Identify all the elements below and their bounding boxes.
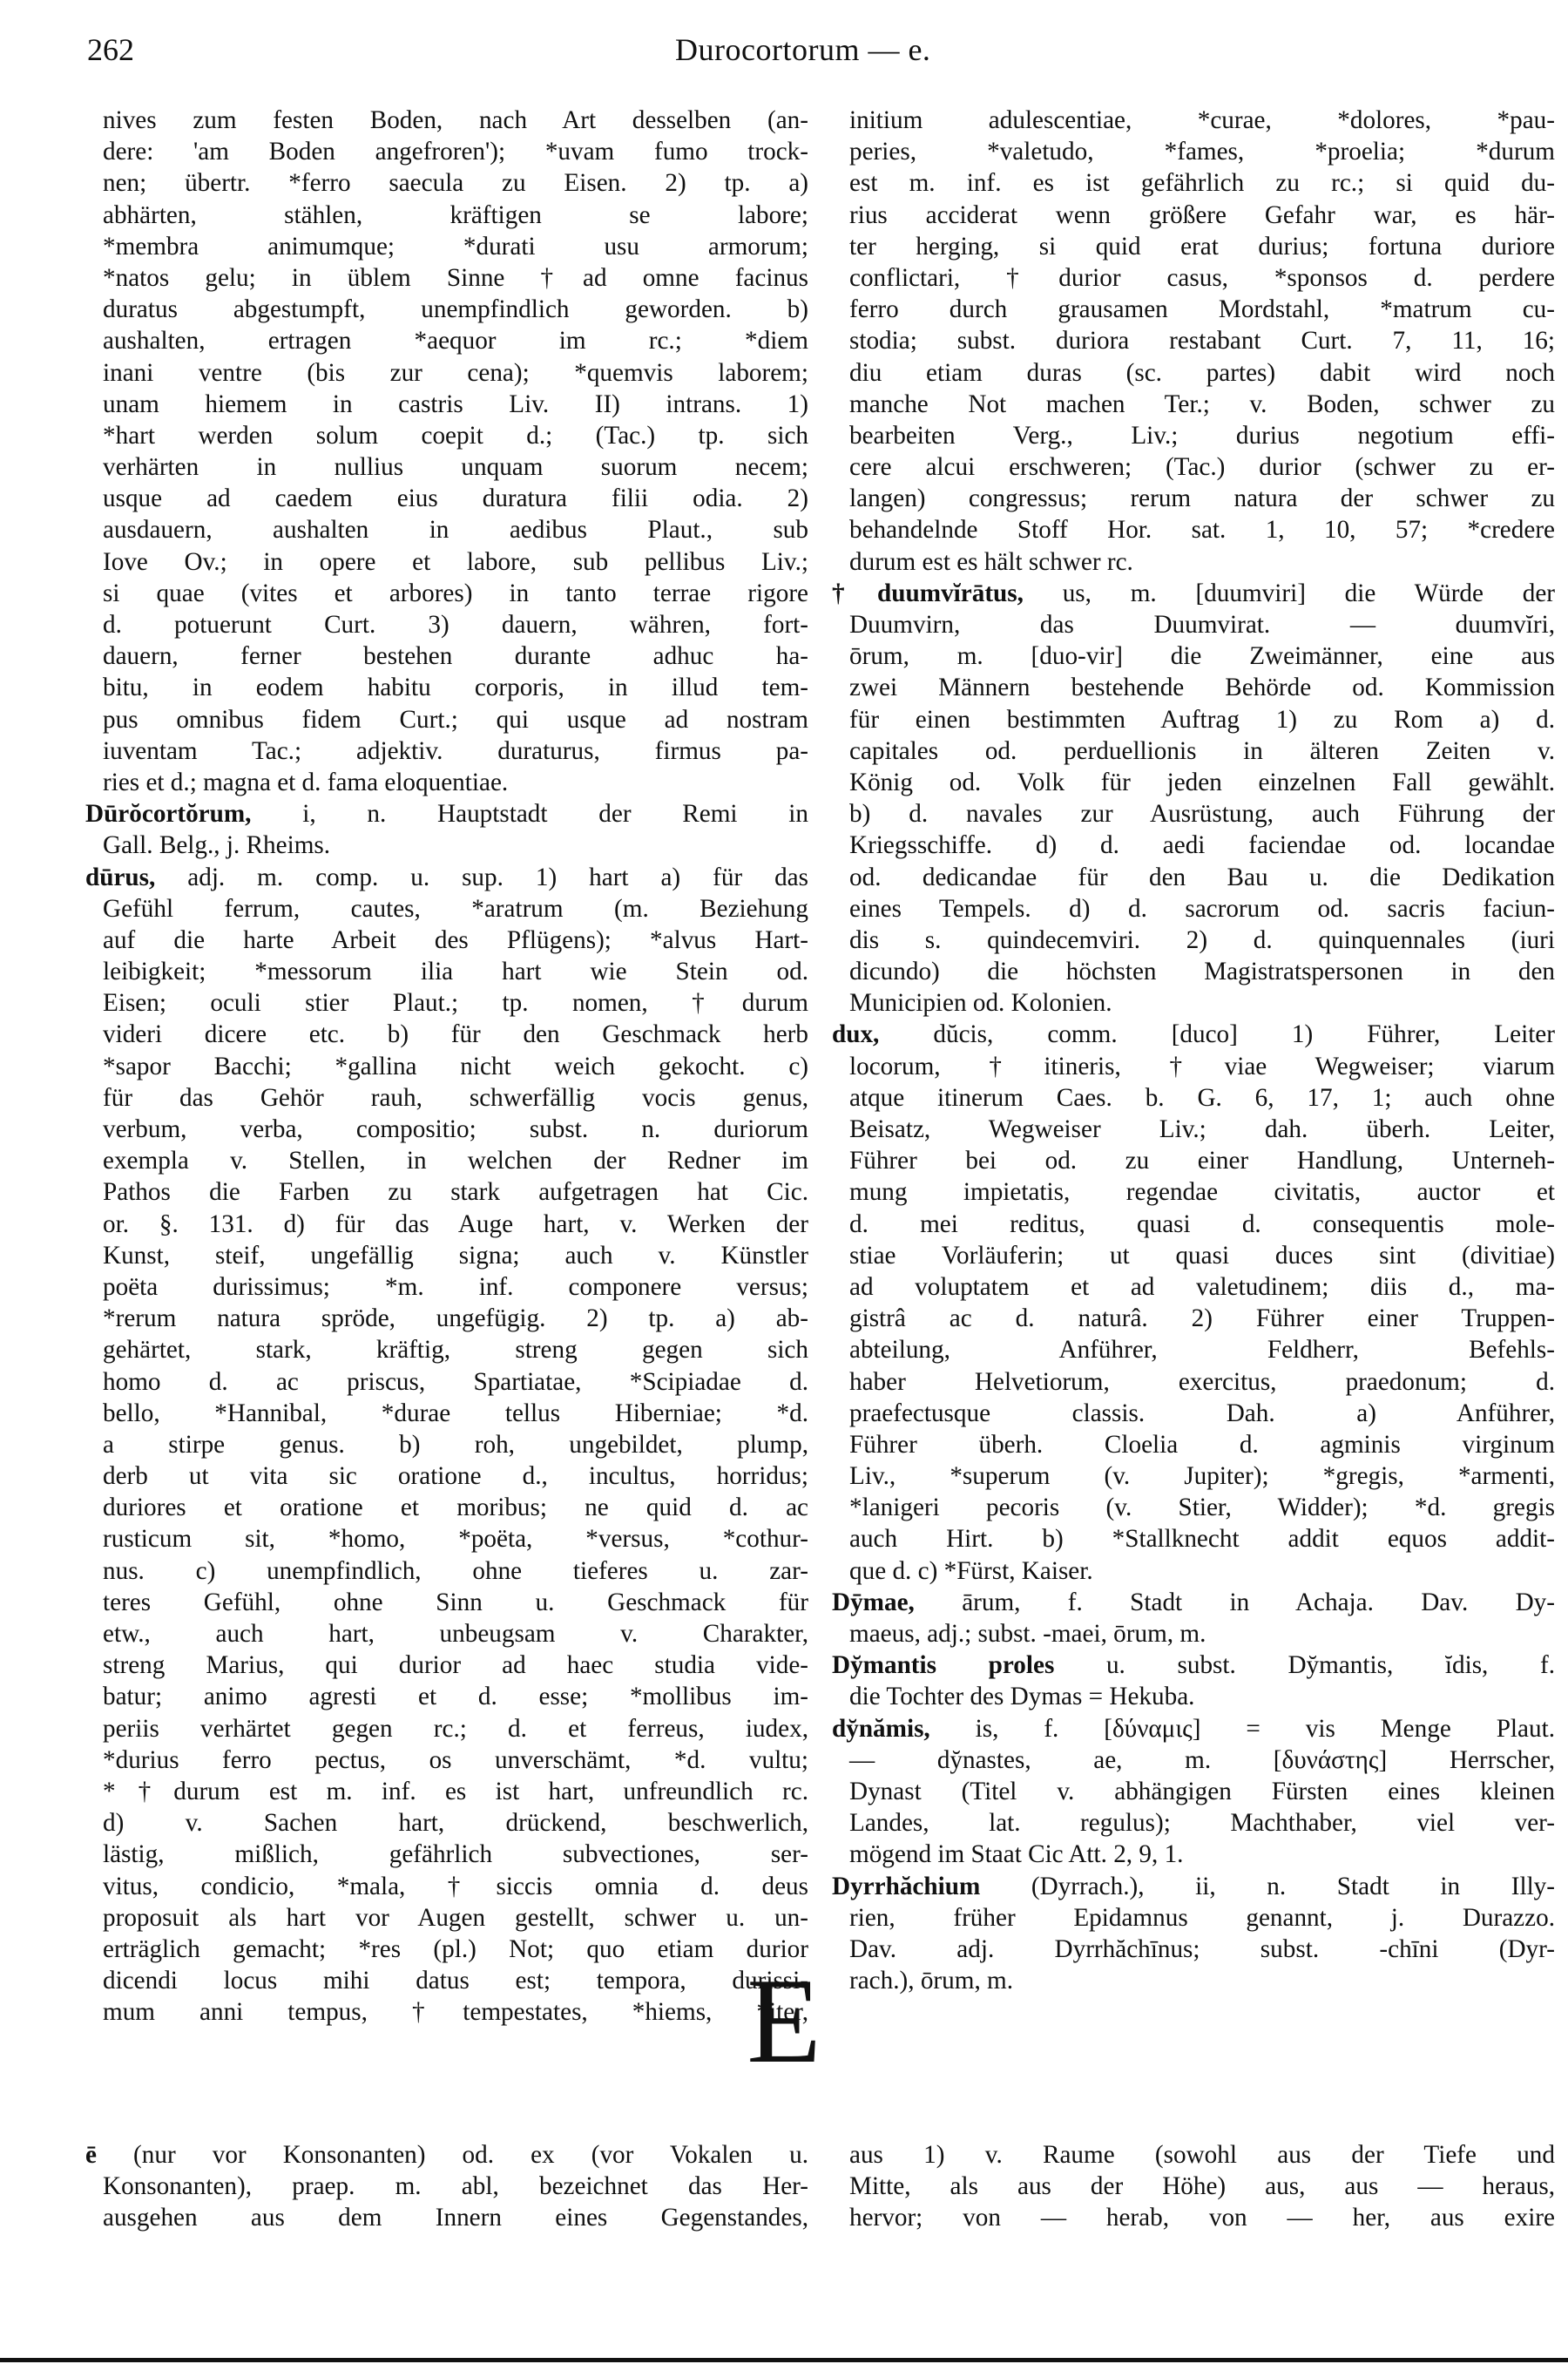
text-line [85, 1303, 808, 1334]
text-line [85, 389, 808, 420]
line-text: ōrum, m. [duo-vir] die Zweimänner, eine aus [849, 642, 1555, 671]
entry-headword-line [832, 578, 1555, 609]
text-line [832, 1776, 1555, 1807]
text-line [832, 1523, 1555, 1555]
text-line [85, 420, 808, 451]
line-text: gistrâ ac d. naturâ. 2) Führer einer Truppen- [849, 1304, 1555, 1333]
line-text: *rerum natura spröde, ungefügig. 2) tp. a) ab- [103, 1304, 808, 1333]
text-line [832, 136, 1555, 167]
line-text: behandelnde Stoff Hor. sat. 1, 10, 57; *credere [849, 516, 1555, 545]
line-text: rien, früher Epidamnus genannt, j. Durazzo. [849, 1903, 1555, 1932]
line-text: nus. c) unempfindlich, ohne tieferes u. zar- [103, 1556, 808, 1585]
line-text: Führer bei od. zu einer Handlung, Unterneh- [849, 1147, 1555, 1175]
line-text: abhärten, stählen, kräftigen se labore; [103, 200, 808, 229]
line-text: König od. Volk für jeden einzelnen Fall gewählt. [849, 768, 1555, 796]
line-text: peries, *valetudo, *fames, *proelia; *durum [849, 138, 1555, 166]
line-text: d. mei reditus, quasi d. consequentis mole- [849, 1209, 1555, 1238]
text-line [832, 1429, 1555, 1460]
line-text: ferro durch grausamen Mordstahl, *matrum cu- [849, 295, 1555, 324]
line-text: Kunst, steif, ungefällig signa; auch v. Künstler [103, 1241, 808, 1270]
line-text: maeus, adj.; subst. -maei, ōrum, m. [849, 1620, 1206, 1648]
text-line [85, 1334, 808, 1365]
line-text: — dy̆nastes, ae, m. [δυνάστης] Herrscher, [849, 1745, 1555, 1774]
line-text: (nur vor Konsonanten) od. ex (vor Vokalen u. [96, 2141, 808, 2169]
line-text: *†durum est m. inf. es ist hart, unfreundlich rc. [103, 1777, 808, 1805]
entry-headword: Dyrrhăchium [832, 1872, 981, 1900]
line-text: usque ad caedem eius duratura filii odia. 2) [103, 484, 808, 513]
entry-headword: dy̆nămis, [832, 1714, 930, 1743]
line-text: periis verhärtet gegen rc.; d. et ferreus, iudex, [103, 1714, 808, 1743]
text-line [832, 640, 1555, 672]
line-text: d) v. Sachen hart, drückend, beschwerlich, [103, 1809, 808, 1838]
text-line [85, 1555, 808, 1587]
text-line [832, 735, 1555, 767]
line-text: Dav. adj. Dyrrhăchīnus; subst. -chīni (Dyr- [849, 1934, 1555, 1963]
line-text: aus 1) v. Raume (sowohl aus der Tiefe und [849, 2141, 1555, 2169]
text-line [85, 704, 808, 735]
line-text: conflictari, †durior casus, *sponsos d. perdere [849, 263, 1555, 292]
text-line [85, 1744, 808, 1776]
line-text: u. subst. Dy̆mantis, ĭdis, f. [1054, 1651, 1556, 1680]
text-line [832, 1366, 1555, 1398]
line-text: verbum, verba, compositio; subst. n. duriorum [103, 1115, 808, 1143]
text-line [85, 1429, 808, 1460]
text-line [832, 1271, 1555, 1303]
line-text: is, f. [δύναμις] = vis Menge Plaut. [929, 1714, 1555, 1743]
line-text: dere: 'am Boden angefroren'); *uvam fumo trock- [103, 138, 808, 166]
text-line [832, 546, 1555, 578]
line-text: dŭcis, comm. [duco] 1) Führer, Leiter [879, 1020, 1555, 1049]
line-text: abteilung, Anführer, Feldherr, Befehls- [849, 1336, 1555, 1365]
line-text: Führer überh. Cloelia d. agminis virginum [849, 1430, 1555, 1459]
line-text: atque itinerum Caes. b. G. 6, 17, 1; auch ohne [849, 1083, 1555, 1112]
text-line [832, 325, 1555, 356]
bottom-rule [0, 2358, 1568, 2362]
text-line [832, 1303, 1555, 1334]
text-line [832, 1051, 1555, 1082]
line-text: eines Tempels. d) d. sacrorum od. sacris faciun- [849, 894, 1555, 923]
text-line [832, 1839, 1555, 1870]
entry-headword-line [85, 798, 808, 830]
line-text: auf die harte Arbeit des Pflügens); *alvus Hart- [103, 925, 808, 954]
line-text: Mitte, als aus der Höhe) aus, aus — heraus, [849, 2172, 1555, 2201]
line-text: gehärtet, stark, kräftig, streng gegen sich [103, 1336, 808, 1365]
line-text: d. potuerunt Curt. 3) dauern, währen, fort- [103, 611, 808, 639]
text-line [832, 294, 1555, 325]
line-text: auch Hirt. b) *Stallknecht addit equos addit- [849, 1525, 1555, 1554]
left-column [85, 105, 808, 2028]
line-text: rach.), ōrum, m. [849, 1967, 1014, 1995]
text-line [85, 767, 808, 798]
line-text: erträglich gemacht; *res (pl.) Not; quo etiam durior [103, 1934, 808, 1963]
text-line [85, 136, 808, 167]
line-text: batur; animo agresti et d. esse; *mollibus im- [103, 1683, 808, 1711]
text-line [85, 1398, 808, 1429]
text-line [85, 1776, 808, 1807]
line-text: ad voluptatem et ad valetudinem; diis d., ma- [849, 1272, 1555, 1301]
bottom-left-column [85, 2139, 808, 2234]
line-text: ausgehen aus dem Innern eines Gegenstandes, [103, 2204, 808, 2232]
text-line [85, 1145, 808, 1176]
line-text: nen; übertr. *ferro saecula zu Eisen. 2) tp. a) [103, 169, 808, 198]
text-line [832, 767, 1555, 798]
line-text: Pathos die Farben zu stark aufgetragen hat Cic. [103, 1178, 808, 1207]
running-head: Durocortorum — e. [675, 32, 931, 67]
text-line [85, 105, 808, 136]
text-line [832, 1176, 1555, 1208]
entry-headword-line [832, 1713, 1555, 1744]
text-line [832, 451, 1555, 483]
line-text: hervor; von — herab, von — her, aus exire [849, 2204, 1555, 2232]
entry-headword-line [832, 1587, 1555, 1618]
section-letter-heading: E [747, 1954, 821, 2089]
line-text: ter herging, si quid erat durius; fortuna duriore [849, 232, 1555, 261]
text-line [832, 1145, 1555, 1176]
line-text: que d. c) *Fürst, Kaiser. [849, 1556, 1093, 1585]
entry-headword-line [85, 862, 808, 893]
line-text: rusticum sit, *homo, *poëta, *versus, *cothur- [103, 1525, 808, 1554]
line-text: stodia; subst. duriora restabant Curt. 7, 11, 16; [849, 327, 1555, 356]
line-text: manche Not machen Ter.; v. Boden, schwer zu [849, 389, 1555, 418]
text-line [832, 357, 1555, 389]
text-line [832, 1681, 1555, 1712]
text-line [85, 483, 808, 514]
line-text: leibigkeit; *messorum ilia hart wie Stein od. [103, 958, 808, 986]
text-line [85, 1240, 808, 1271]
text-line [832, 1807, 1555, 1839]
text-line [832, 893, 1555, 925]
line-text: für einen bestimmten Auftrag 1) zu Rom a) d. [849, 705, 1555, 734]
text-line [85, 735, 808, 767]
line-text: dis s. quindecemviri. 2) d. quinquennales (iuri [849, 925, 1555, 954]
text-line [85, 1019, 808, 1050]
line-text: Dynast (Titel v. abhängigen Fürsten eines kleinen [849, 1777, 1555, 1805]
text-line [832, 956, 1555, 987]
text-line [832, 925, 1555, 956]
line-text: durum est es hält schwer rc. [849, 547, 1133, 576]
line-text: *natos gelu; in üblem Sinne †ad omne facinus [103, 263, 808, 292]
text-line [832, 1618, 1555, 1649]
text-line [832, 231, 1555, 262]
text-line [85, 1807, 808, 1839]
line-text: Kriegsschiffe. d) d. aedi faciendae od. locandae [849, 831, 1555, 860]
line-text: rius acciderat wenn größere Gefahr war, es här- [849, 200, 1555, 229]
line-text: teres Gefühl, ohne Sinn u. Geschmack für [103, 1588, 808, 1616]
text-line [832, 672, 1555, 703]
text-line [85, 357, 808, 389]
text-line [85, 1902, 808, 1934]
text-line [85, 609, 808, 640]
text-line [832, 1555, 1555, 1587]
text-line [832, 200, 1555, 231]
entry-headword: Dy̆mantis proles [832, 1651, 1055, 1680]
line-text: streng Marius, qui durior ad haec studia vide- [103, 1651, 808, 1680]
page-number: 262 [87, 32, 134, 67]
line-text: iuventam Tac.; adjektiv. duraturus, firmus pa- [103, 736, 808, 765]
line-text: stiae Vorläuferin; ut quasi duces sint (divitiae) [849, 1241, 1555, 1270]
text-line [832, 2202, 1555, 2233]
line-text: (Dyrrach.), ii, n. Stadt in Illy- [980, 1872, 1555, 1900]
right-column [832, 105, 1555, 1996]
text-line [85, 200, 808, 231]
entry-headword-line [85, 2139, 808, 2171]
text-line [85, 1366, 808, 1398]
line-text: *lanigeri pecoris (v. Stier, Widder); *d. gregis [849, 1494, 1555, 1522]
text-line [85, 546, 808, 578]
text-line [832, 1240, 1555, 1271]
entry-headword: dux, [832, 1020, 880, 1049]
text-line [832, 987, 1555, 1019]
text-line [832, 609, 1555, 640]
line-text: *hart werden solum coepit d.; (Tac.) tp. sich [103, 421, 808, 450]
line-text: bitu, in eodem habitu corporis, in illud tem- [103, 674, 808, 702]
line-text: *durius ferro pectus, os unverschämt, *d. vultu; [103, 1745, 808, 1774]
line-text: Duumvirn, das Duumvirat. — duumvĭri, [849, 611, 1555, 639]
line-text: b) d. navales zur Ausrüstung, auch Führung der [849, 800, 1555, 829]
text-line [832, 1082, 1555, 1114]
text-line [85, 1114, 808, 1145]
line-text: Landes, lat. regulus); Machthaber, viel ver- [849, 1809, 1555, 1838]
line-text: poëta durissimus; *m. inf. componere versus; [103, 1272, 808, 1301]
entry-headword: Dūrŏcortŏrum, [85, 800, 252, 829]
line-text: Liv., *superum (v. Jupiter); *gregis, *armenti, [849, 1462, 1555, 1491]
line-text: locorum, †itineris, †viae Wegweiser; viarum [849, 1052, 1555, 1080]
text-line [85, 1051, 808, 1082]
line-text: Konsonanten), praep. m. abl, bezeichnet das Her- [103, 2172, 808, 2201]
text-line [85, 1713, 808, 1744]
line-text: ārum, f. Stadt in Achaja. Dav. Dy- [914, 1588, 1555, 1616]
line-text: us, m. [duumviri] die Würde der [1023, 579, 1556, 607]
line-text: unam hiemem in castris Liv. II) intrans. 1) [103, 389, 808, 418]
text-line [85, 294, 808, 325]
line-text: od. dedicandae für den Bau u. die Dedikation [849, 863, 1555, 891]
line-text: initium adulescentiae, *curae, *dolores, *pau- [849, 106, 1555, 134]
line-text: mum anni tempus, †tempestates, *hiems, *iter, [103, 1998, 808, 2027]
text-line [832, 1114, 1555, 1145]
line-text: lästig, mißlich, gefährlich subvectiones, ser- [103, 1840, 808, 1869]
line-text: dicendi locus mihi datus est; tempora, durissi- [103, 1967, 808, 1995]
text-line [85, 925, 808, 956]
text-line [832, 830, 1555, 861]
text-line [85, 1681, 808, 1712]
line-text: adj. m. comp. u. sup. 1) hart a) für das [155, 863, 808, 891]
line-text: Beisatz, Wegweiser Liv.; dah. überh. Leiter, [849, 1115, 1555, 1143]
line-text: etw., auch hart, unbeugsam v. Charakter, [103, 1620, 808, 1648]
text-line [832, 483, 1555, 514]
line-text: homo d. ac priscus, Spartiatae, *Scipiadae d. [103, 1367, 808, 1396]
line-text: videri dicere etc. b) für den Geschmack herb [103, 1020, 808, 1049]
line-text: derb ut vita sic oratione d., incultus, horridus; [103, 1462, 808, 1491]
line-text: vitus, condicio, *mala, †siccis omnia d. deus [103, 1872, 808, 1900]
text-line [832, 862, 1555, 893]
line-text: si quae (vites et arbores) in tanto terrae rigore [103, 579, 808, 607]
line-text: bearbeiten Verg., Liv.; durius negotium effi- [849, 421, 1555, 450]
bottom-right-column [832, 2139, 1555, 2234]
text-line [832, 1460, 1555, 1492]
text-line [832, 1334, 1555, 1365]
line-text: proposuit als hart vor Augen gestellt, schwer u. un- [103, 1903, 808, 1932]
text-line [832, 514, 1555, 545]
line-text: verhärten in nullius unquam suorum necem; [103, 453, 808, 482]
line-text: dauern, ferner bestehen durante adhuc ha- [103, 642, 808, 671]
line-text: nives zum festen Boden, nach Art desselben (an- [103, 106, 808, 134]
line-text: langen) congressus; rerum natura der schwer zu [849, 484, 1555, 513]
text-line [85, 514, 808, 545]
text-line [832, 420, 1555, 451]
line-text: haber Helvetiorum, exercitus, praedonum; d. [849, 1367, 1555, 1396]
entry-headword: Dȳmae, [832, 1588, 915, 1616]
text-line [832, 1902, 1555, 1934]
entry-headword: ē [85, 2141, 97, 2169]
line-text: Iove Ov.; in opere et labore, sub pellibus Liv.; [103, 547, 808, 576]
line-text: aushalten, ertragen *aequor im rc.; *diem [103, 327, 808, 356]
text-line [85, 578, 808, 609]
line-text: capitales od. perduellionis in älteren Zeiten v. [849, 736, 1555, 765]
text-line [832, 1209, 1555, 1240]
text-line [85, 2202, 808, 2233]
line-text: ries et d.; magna et d. fama eloquentiae. [103, 768, 509, 796]
text-line [832, 389, 1555, 420]
text-line [85, 956, 808, 987]
line-text: mögend im Staat Cic Att. 2, 9, 1. [849, 1840, 1184, 1869]
text-line [832, 1744, 1555, 1776]
text-line [85, 231, 808, 262]
text-line [832, 2171, 1555, 2202]
text-line [85, 1082, 808, 1114]
line-text: cere alcui erschweren; (Tac.) durior (schwer zu er- [849, 453, 1555, 482]
text-line [85, 1871, 808, 1902]
text-line [85, 893, 808, 925]
text-line [85, 262, 808, 294]
text-line [85, 2171, 808, 2202]
line-text: dicundo) die höchsten Magistratspersonen in den [849, 958, 1555, 986]
text-line [85, 830, 808, 861]
text-line [85, 1587, 808, 1618]
text-line [85, 1649, 808, 1681]
line-text: duratus abgestumpft, unempfindlich geworden. b) [103, 295, 808, 324]
text-line [832, 704, 1555, 735]
text-line [85, 1618, 808, 1649]
line-text: ausdauern, aushalten in aedibus Plaut., sub [103, 516, 808, 545]
entry-headword-line [832, 1871, 1555, 1902]
line-text: *membra animumque; *durati usu armorum; [103, 232, 808, 261]
text-line [85, 1209, 808, 1240]
line-text: duriores et oratione et moribus; ne quid d. ac [103, 1494, 808, 1522]
line-text: or. §. 131. d) für das Auge hart, v. Werken der [103, 1209, 808, 1238]
entry-headword: †duumvĭrātus, [832, 579, 1024, 607]
text-line [85, 451, 808, 483]
entry-headword-line [832, 1019, 1555, 1050]
line-text: zwei Männern bestehende Behörde od. Kommission [849, 674, 1555, 702]
line-text: Gefühl ferrum, cautes, *aratrum (m. Beziehung [103, 894, 808, 923]
text-line [832, 798, 1555, 830]
text-line [85, 1460, 808, 1492]
line-text: praefectusque classis. Dah. a) Anführer, [849, 1399, 1555, 1427]
line-text: mung impietatis, regendae civitatis, auctor et [849, 1178, 1555, 1207]
text-line [832, 2139, 1555, 2171]
line-text: inani ventre (bis zur cena); *quemvis laborem; [103, 358, 808, 387]
line-text: Eisen; oculi stier Plaut.; tp. nomen, †durum [103, 989, 808, 1018]
line-text: exempla v. Stellen, in welchen der Redner im [103, 1147, 808, 1175]
text-line [85, 1271, 808, 1303]
text-line [832, 167, 1555, 199]
page-header [87, 31, 1437, 84]
text-line [85, 640, 808, 672]
entry-headword: dūrus, [85, 863, 156, 891]
text-line [85, 1839, 808, 1870]
text-line [85, 987, 808, 1019]
text-line [832, 1492, 1555, 1523]
text-line [85, 325, 808, 356]
text-line [85, 167, 808, 199]
text-line [832, 1398, 1555, 1429]
text-line [85, 672, 808, 703]
line-text: est m. inf. es ist gefährlich zu rc.; si quid du- [849, 169, 1555, 198]
line-text: a stirpe genus. b) roh, ungebildet, plump, [103, 1430, 808, 1459]
entry-headword-line [832, 1649, 1555, 1681]
line-text: bello, *Hannibal, *durae tellus Hiberniae; *d. [103, 1399, 808, 1427]
line-text: *sapor Bacchi; *gallina nicht weich gekocht. c) [103, 1052, 808, 1080]
line-text: Gall. Belg., j. Rheims. [103, 831, 331, 860]
text-line [85, 1523, 808, 1555]
line-text: diu etiam duras (sc. partes) dabit wird noch [849, 358, 1555, 387]
text-line [85, 1492, 808, 1523]
text-line [832, 105, 1555, 136]
line-text: die Tochter des Dymas = Hekuba. [849, 1683, 1195, 1711]
line-text: Municipien od. Kolonien. [849, 989, 1112, 1018]
line-text: pus omnibus fidem Curt.; qui usque ad nostram [103, 705, 808, 734]
line-text: für das Gehör rauh, schwerfällig vocis genus, [103, 1083, 808, 1112]
text-line [85, 1176, 808, 1208]
text-line [832, 262, 1555, 294]
line-text: i, n. Hauptstadt der Remi in [251, 800, 808, 829]
